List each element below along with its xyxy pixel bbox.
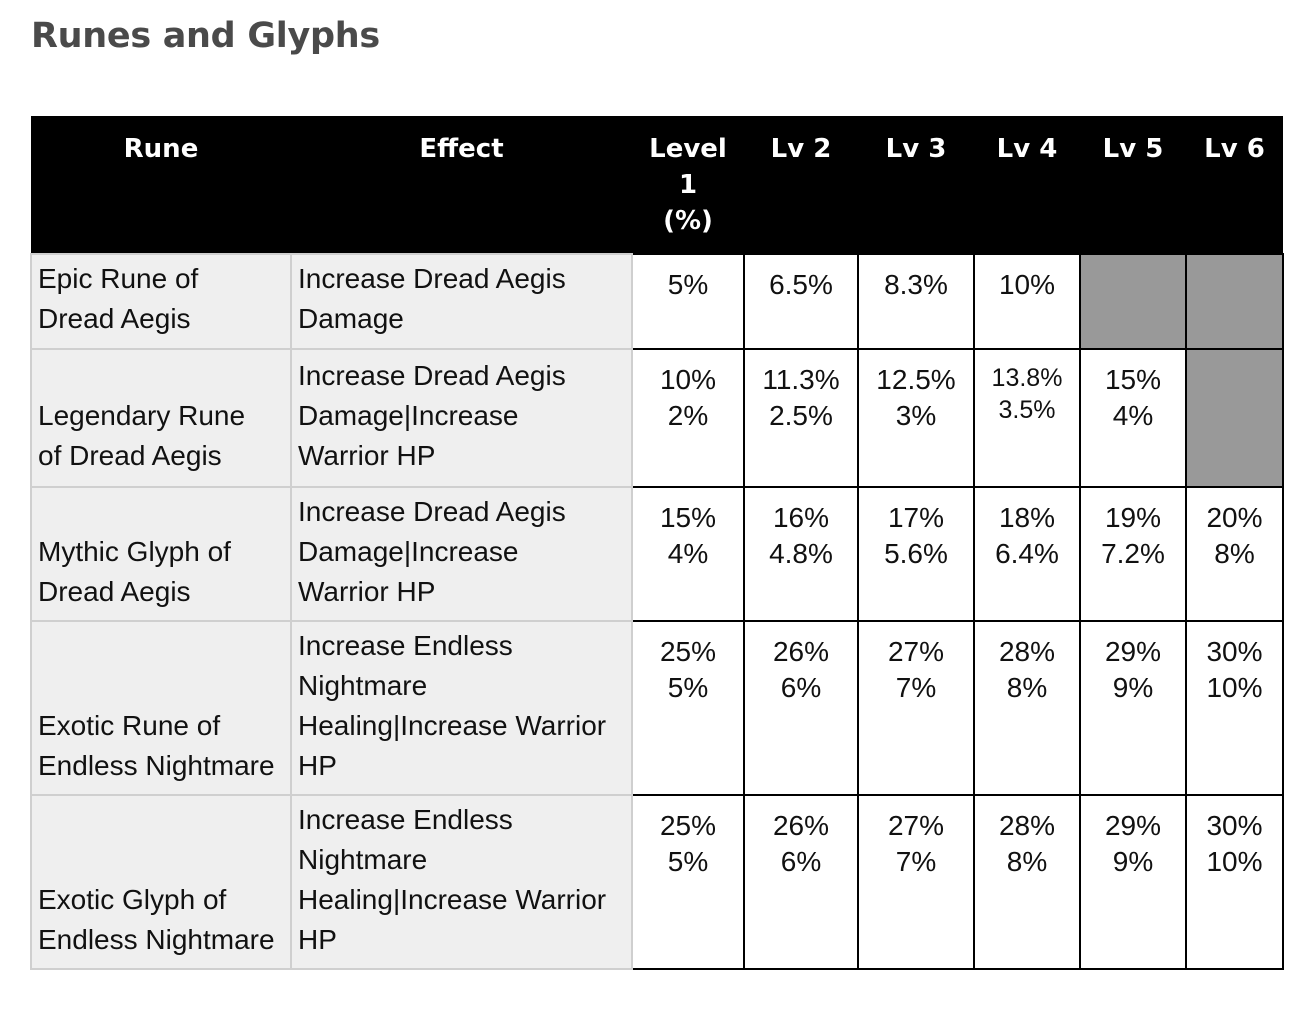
level-value-cell: 28% 8% [974,795,1080,969]
level-value-cell: 18% 6.4% [974,487,1080,621]
level-value-cell: 5% [632,254,744,349]
rune-name-cell: Epic Rune of Dread Aegis [31,254,291,349]
rune-name-cell: Mythic Glyph of Dread Aegis [31,487,291,621]
level-value-cell: 16% 4.8% [744,487,858,621]
level-value-cell: 8.3% [858,254,974,349]
rune-name-cell: Exotic Rune of Endless Nightmare [31,621,291,795]
level-value-cell: 28% 8% [974,621,1080,795]
level-value-cell: 26% 6% [744,621,858,795]
runes-table [30,116,1284,970]
column-header-rune: Rune [31,116,291,254]
table-header-row [31,116,1283,254]
level-value-cell: 29% 9% [1080,795,1186,969]
table-row [31,795,1283,969]
empty-level-cell [1186,349,1283,487]
level-value-cell: 15% 4% [632,487,744,621]
level-value-cell: 19% 7.2% [1080,487,1186,621]
level-value-cell: 12.5% 3% [858,349,974,487]
level-value-cell: 10% [974,254,1080,349]
column-header-lv-3: Lv 3 [858,116,974,254]
effect-cell: Increase Endless Nightmare Healing|Increase Warrior HP [291,795,632,969]
effect-cell: Increase Dread Aegis Damage|Increase Warrior HP [291,349,632,487]
table-row [31,349,1283,487]
empty-level-cell [1186,254,1283,349]
table-row [31,621,1283,795]
level-value-cell: 25% 5% [632,621,744,795]
page-title: Runes and Glyphs [31,16,380,56]
column-header-lv-2: Lv 2 [744,116,858,254]
column-header-effect: Effect [291,116,632,254]
effect-cell: Increase Dread Aegis Damage [291,254,632,349]
level-value-cell: 17% 5.6% [858,487,974,621]
empty-level-cell [1080,254,1186,349]
rune-name-cell: Legendary Rune of Dread Aegis [31,349,291,487]
level-value-cell: 6.5% [744,254,858,349]
column-header-lv-4: Lv 4 [974,116,1080,254]
effect-cell: Increase Endless Nightmare Healing|Increase Warrior HP [291,621,632,795]
table-row [31,487,1283,621]
level-value-cell: 20% 8% [1186,487,1283,621]
level-value-cell: 15% 4% [1080,349,1186,487]
level-value-cell: 11.3% 2.5% [744,349,858,487]
level-value-cell: 27% 7% [858,621,974,795]
column-header-lv-6: Lv 6 [1186,116,1283,254]
effect-cell: Increase Dread Aegis Damage|Increase Warrior HP [291,487,632,621]
level-value-cell: 13.8% 3.5% [974,349,1080,487]
level-value-cell: 27% 7% [858,795,974,969]
table-row [31,254,1283,349]
level-value-cell: 29% 9% [1080,621,1186,795]
rune-name-cell: Exotic Glyph of Endless Nightmare [31,795,291,969]
level-value-cell: 26% 6% [744,795,858,969]
level-value-cell: 30% 10% [1186,621,1283,795]
level-value-cell: 30% 10% [1186,795,1283,969]
column-header-level-1: Level 1 (%) [632,116,744,254]
level-value-cell: 10% 2% [632,349,744,487]
column-header-lv-5: Lv 5 [1080,116,1186,254]
level-value-cell: 25% 5% [632,795,744,969]
